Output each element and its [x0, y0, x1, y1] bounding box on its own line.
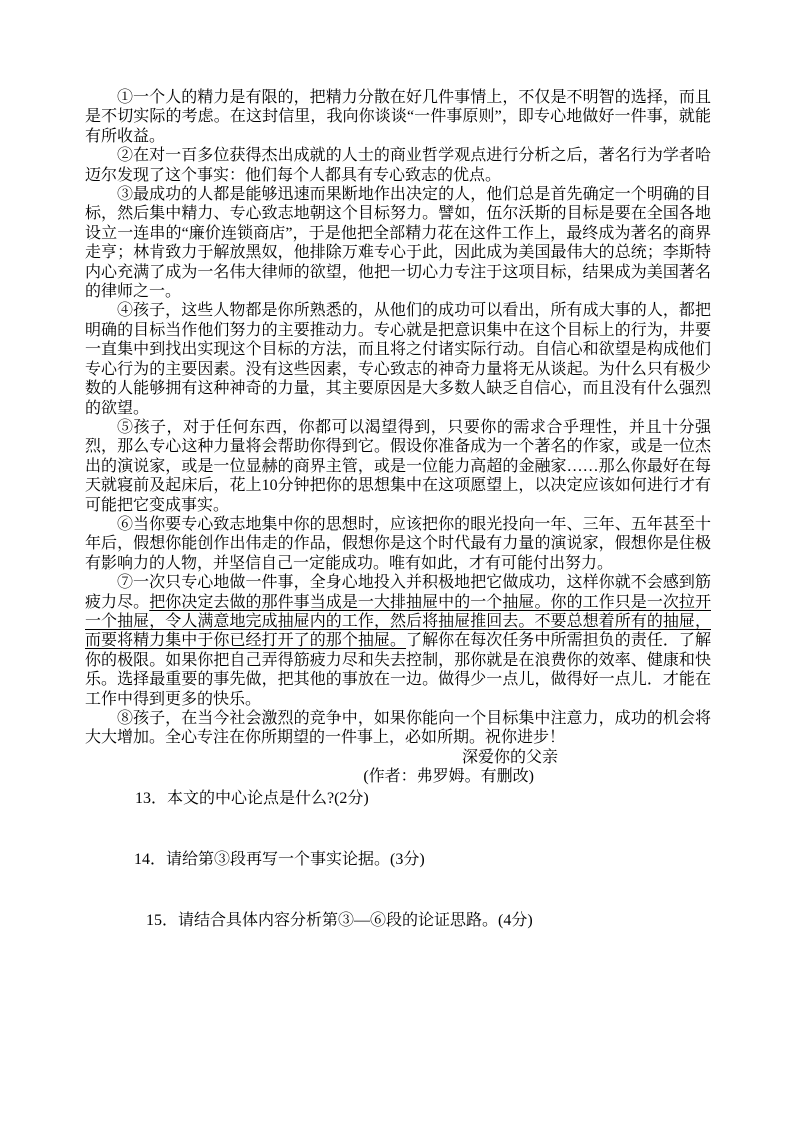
letter-signature: 深爱你的父亲 — [461, 748, 558, 766]
paragraph-6: ⑥当你要专心致志地集中你的思想时，应该把你的眼光投向一年、三年、五年甚至十年后，假想你能创作出伟走的作品，假想你是这个时代最有力量的演说家，假想你是住极有影响力的人物，并坚信自己一定能成功。唯有如此，才有可能付出努力。 — [85, 515, 711, 572]
paragraph-8: ⑧孩子，在当今社会激烈的竞争中，如果你能向一个目标集中注意力，成功的机会将大大增加。全心专注在你所期望的一件事上，必如所期。祝你进步！ — [85, 710, 711, 747]
question-13: 13．本文的中心论点是什么?(2分) — [135, 789, 369, 807]
paragraph-1: ①一个人的精力是有限的，把精力分散在好几件事情上，不仅是不明智的选择，而且是不切实际的考虑。在这封信里，我向你谈谈“一件事原则”，即专心地做好一件事，就能有所收益。 — [85, 89, 711, 145]
question-14: 14．请给第③段再写一个事实论据。(3分) — [134, 851, 425, 869]
paragraph-7 — [85, 573, 711, 709]
paragraph-7-lead: ⑦一次只专心地做一件事，全身心地投入并积极地把它做成功，这样你就不会感到筋疲力尽。 — [85, 574, 711, 611]
question-15: 15．请结合具体内容分析第③—⑥段的论证思路。(4分) — [146, 912, 533, 930]
author-attribution: (作者：弗罗姆。有删改) — [363, 768, 534, 786]
article-body — [85, 88, 711, 931]
paragraph-5: ⑤孩子，对于任何东西，你都可以渴望得到，只要你的需求合乎理性，并且十分强烈，那么专心这种力量将会帮助你得到它。假设你准备成为一个著名的作家，或是一位杰出的演说家，或是一位显赫的商界主管，或是一位能力高超的金融家……那么你最好在每天就寝前及起床后，花上10分钟把你的思想集中在这项愿望上，以决定应该如何进行才有可能把它变成事实。 — [85, 418, 711, 514]
paragraph-3: ③最成功的人都是能够迅速而果断地作出决定的人，他们总是首先确定一个明确的目标，然后集中精力、专心致志地朝这个目标努力。譬如，伍尔沃斯的目标是要在全国各地设立一连串的“廉价连锁商店”，于是他把全部精力花在这件工作上，最终成为著名的商界走亨；林肯致力于解放黑奴，他排除万难专心于此，因此成为美国最伟大的总统；李斯特内心充满了成为一名伟大律师的欲望，他把一切心力专注于这项目标，结果成为美国著名的律师之一。 — [85, 186, 711, 301]
paragraph-7-tail: 了解你在每次任务中所需担负的责任．了解你的极限。如果你把自己弄得筋疲力尽和失去控制，那你就是在浪费你的效率、健康和快乐。选择最重要的事先做，把其他的事放在一边。做得少一点儿，做得好一点儿．才能在工作中得到更多的快乐。 — [85, 632, 711, 708]
paragraph-7-underlined-sentence: 把你决定去做的那件事当成是一大排抽屉中的一个抽屉。你的工作只是一次拉开一个抽屉，令人满意地完成抽屉内的工作，然后将抽屉推回去。不要总想着所有的抽屉，而要将精力集中于你已经打开了的那个抽屉。 — [85, 593, 711, 650]
paragraph-4: ④孩子，这些人物都是你所熟悉的，从他们的成功可以看出，所有成大事的人，都把明确的目标当作他们努力的主要推动力。专心就是把意识集中在这个目标上的行为，井要一直集中到找出实现这个目标的方法，而且将之付诸实际行动。自信心和欲望是构成他们专心行为的主要因素。没有这些因素，专心致志的神奇力量将无从谈起。为什么只有极少数的人能够拥有这种神奇的力量，其主要原因是大多数人缺乏自信心，而且没有什么强烈的欲望。 — [85, 302, 711, 417]
paragraph-2: ②在对一百多位获得杰出成就的人士的商业哲学观点进行分析之后，著名行为学者哈迈尔发现了这个事实：他们每个人都具有专心致志的优点。 — [85, 147, 711, 184]
